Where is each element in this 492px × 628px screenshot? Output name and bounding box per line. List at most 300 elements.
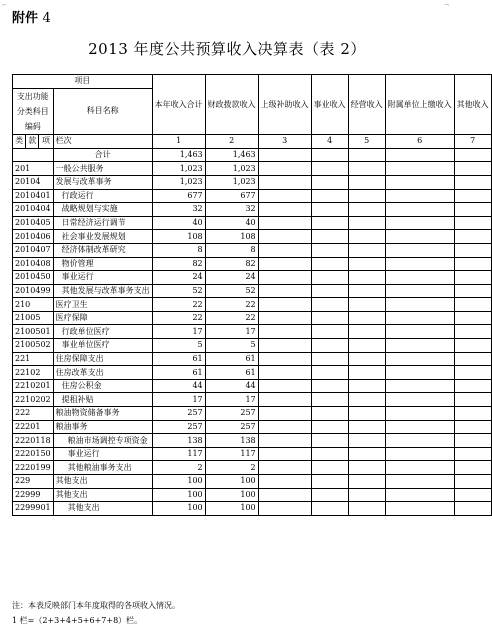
row-value-total: 8 [152, 243, 205, 257]
empty-cell [311, 447, 348, 461]
annex-number: 4 [42, 11, 51, 26]
table-row [13, 271, 492, 285]
total-value-1: 1,463 [152, 148, 205, 162]
row-value-fiscal: 100 [205, 475, 258, 489]
row-subject-name: 事业运行 [53, 447, 152, 461]
empty-cell [348, 461, 385, 475]
empty-cell [311, 366, 348, 380]
col-head-business-income: 事业收入 [311, 75, 348, 135]
empty-cell [258, 379, 311, 393]
empty-cell [348, 162, 385, 176]
row-subject-name: 粮油物资储备事务 [53, 407, 152, 421]
lanci-label: 栏次 [53, 135, 152, 149]
empty-cell [258, 243, 311, 257]
empty-cell [385, 475, 454, 489]
empty-cell [385, 216, 454, 230]
row-value-fiscal: 138 [205, 434, 258, 448]
empty-cell [348, 475, 385, 489]
empty-cell [385, 502, 454, 516]
empty-cell [348, 420, 385, 434]
empty-cell [311, 461, 348, 475]
table-row [13, 325, 492, 339]
row-subject-name: 事业单位医疗 [53, 339, 152, 353]
empty-cell [311, 475, 348, 489]
empty-cell [258, 175, 311, 189]
table-row [13, 475, 492, 489]
empty-cell [258, 488, 311, 502]
empty-cell [454, 352, 491, 366]
row-code: 20104 [13, 175, 54, 189]
empty-cell [454, 447, 491, 461]
row-code: 2010401 [13, 189, 54, 203]
row-value-total: 5 [152, 339, 205, 353]
row-code: 2010499 [13, 284, 54, 298]
row-code: 2010405 [13, 216, 54, 230]
total-code-cell [13, 148, 54, 162]
empty-cell [258, 420, 311, 434]
table-row [13, 447, 492, 461]
row-code: 22999 [13, 488, 54, 502]
empty-cell [258, 203, 311, 217]
empty-cell [454, 366, 491, 380]
row-code: 2210202 [13, 393, 54, 407]
empty-cell [258, 339, 311, 353]
row-value-fiscal: 8 [205, 243, 258, 257]
empty-cell [385, 325, 454, 339]
row-value-total: 100 [152, 488, 205, 502]
empty-cell [385, 257, 454, 271]
row-code: 2299901 [13, 502, 54, 516]
kuan-header: 款 [26, 135, 39, 149]
row-value-fiscal: 257 [205, 407, 258, 421]
empty-cell [311, 420, 348, 434]
row-value-total: 32 [152, 203, 205, 217]
row-value-total: 100 [152, 502, 205, 516]
empty-cell [311, 352, 348, 366]
table-row [13, 488, 492, 502]
empty-cell [454, 325, 491, 339]
row-value-total: 1,023 [152, 162, 205, 176]
empty-cell [454, 162, 491, 176]
empty-cell [311, 203, 348, 217]
row-value-fiscal: 22 [205, 311, 258, 325]
row-subject-name: 发展与改革事务 [53, 175, 152, 189]
column-number-row [13, 135, 492, 149]
row-value-total: 1,023 [152, 175, 205, 189]
row-value-fiscal: 61 [205, 366, 258, 380]
row-value-total: 100 [152, 475, 205, 489]
empty-cell [258, 311, 311, 325]
row-value-total: 24 [152, 271, 205, 285]
empty-cell [385, 271, 454, 285]
row-value-fiscal: 17 [205, 393, 258, 407]
row-code: 2010404 [13, 203, 54, 217]
empty-cell [348, 148, 385, 162]
empty-cell [258, 366, 311, 380]
col-head-affiliated-income: 附属单位上缴收入 [385, 75, 454, 135]
row-subject-name: 行政运行 [53, 189, 152, 203]
row-value-fiscal: 257 [205, 420, 258, 434]
col-head-superior-subsidy: 上级补助收入 [258, 75, 311, 135]
empty-cell [311, 162, 348, 176]
table-row [13, 393, 492, 407]
row-value-fiscal: 44 [205, 379, 258, 393]
empty-cell [454, 175, 491, 189]
row-value-fiscal: 117 [205, 447, 258, 461]
row-value-total: 2 [152, 461, 205, 475]
empty-cell [258, 298, 311, 312]
page-title: 2013 年度公共预算收入决算表（表 2） [88, 40, 366, 58]
table-row [13, 203, 492, 217]
table-row [13, 434, 492, 448]
empty-cell [258, 475, 311, 489]
empty-cell [311, 175, 348, 189]
row-value-total: 22 [152, 311, 205, 325]
row-value-fiscal: 2 [205, 461, 258, 475]
col-head-total-income: 本年收入合计 [152, 75, 205, 135]
col-num: 4 [311, 135, 348, 149]
empty-cell [454, 420, 491, 434]
empty-cell [385, 284, 454, 298]
empty-cell [385, 162, 454, 176]
empty-cell [258, 230, 311, 244]
empty-cell [385, 203, 454, 217]
project-header: 项目 [13, 75, 153, 89]
table-row [13, 352, 492, 366]
empty-cell [348, 502, 385, 516]
table-row [13, 162, 492, 176]
row-subject-name: 其他粮油事务支出 [53, 461, 152, 475]
empty-cell [385, 352, 454, 366]
col-num: 5 [348, 135, 385, 149]
empty-cell [385, 189, 454, 203]
empty-cell [385, 434, 454, 448]
row-value-fiscal: 17 [205, 325, 258, 339]
empty-cell [454, 379, 491, 393]
empty-cell [348, 243, 385, 257]
row-value-total: 22 [152, 298, 205, 312]
empty-cell [454, 284, 491, 298]
empty-cell [258, 148, 311, 162]
row-code: 221 [13, 352, 54, 366]
col-num: 1 [152, 135, 205, 149]
empty-cell [348, 284, 385, 298]
empty-cell [311, 502, 348, 516]
row-subject-name: 住房改革支出 [53, 366, 152, 380]
empty-cell [311, 298, 348, 312]
note-line-2: 1 栏=（2+3+4+5+6+7+8）栏。 [12, 616, 143, 625]
empty-cell [311, 325, 348, 339]
empty-cell [348, 189, 385, 203]
empty-cell [348, 407, 385, 421]
row-value-fiscal: 22 [205, 298, 258, 312]
empty-cell [385, 447, 454, 461]
empty-cell [311, 393, 348, 407]
row-subject-name: 行政单位医疗 [53, 325, 152, 339]
row-code: 22102 [13, 366, 54, 380]
row-value-total: 17 [152, 325, 205, 339]
empty-cell [348, 393, 385, 407]
row-subject-name: 医疗保障 [53, 311, 152, 325]
row-value-fiscal: 82 [205, 257, 258, 271]
empty-cell [385, 175, 454, 189]
total-row [13, 148, 492, 162]
col-head-other-income: 其他收入 [454, 75, 491, 135]
col-num: 6 [385, 135, 454, 149]
func-code-header: 支出功能分类科目编码 [13, 88, 54, 135]
empty-cell [454, 257, 491, 271]
row-subject-name: 粮油事务 [53, 420, 152, 434]
empty-cell [454, 407, 491, 421]
row-value-total: 257 [152, 407, 205, 421]
row-subject-name: 一般公共服务 [53, 162, 152, 176]
empty-cell [311, 434, 348, 448]
empty-cell [348, 325, 385, 339]
empty-cell [348, 230, 385, 244]
empty-cell [454, 393, 491, 407]
row-subject-name: 其他支出 [53, 502, 152, 516]
row-subject-name: 其他支出 [53, 475, 152, 489]
row-value-fiscal: 108 [205, 230, 258, 244]
row-subject-name: 住房保障支出 [53, 352, 152, 366]
empty-cell [454, 434, 491, 448]
table-row [13, 230, 492, 244]
empty-cell [258, 434, 311, 448]
empty-cell [311, 311, 348, 325]
row-code: 21005 [13, 311, 54, 325]
table-row [13, 243, 492, 257]
empty-cell [385, 366, 454, 380]
table-row [13, 216, 492, 230]
row-value-fiscal: 100 [205, 502, 258, 516]
annex-text: 附件 [12, 11, 39, 26]
row-subject-name: 住房公积金 [53, 379, 152, 393]
empty-cell [454, 271, 491, 285]
row-value-fiscal: 61 [205, 352, 258, 366]
table-row [13, 257, 492, 271]
row-subject-name: 其他发展与改革事务支出 [53, 284, 152, 298]
row-value-total: 61 [152, 352, 205, 366]
col-num: 7 [454, 135, 491, 149]
empty-cell [385, 393, 454, 407]
row-value-fiscal: 677 [205, 189, 258, 203]
empty-cell [311, 189, 348, 203]
empty-cell [454, 216, 491, 230]
empty-cell [385, 461, 454, 475]
empty-cell [454, 339, 491, 353]
total-value-2: 1,463 [205, 148, 258, 162]
empty-cell [311, 257, 348, 271]
empty-cell [348, 352, 385, 366]
col-head-fiscal-income: 财政拨款收入 [205, 75, 258, 135]
row-code: 2010407 [13, 243, 54, 257]
empty-cell [348, 298, 385, 312]
empty-cell [258, 216, 311, 230]
row-value-total: 677 [152, 189, 205, 203]
row-subject-name: 日常经济运行调节 [53, 216, 152, 230]
table-row [13, 407, 492, 421]
row-value-total: 44 [152, 379, 205, 393]
empty-cell [348, 175, 385, 189]
row-subject-name: 粮油市场调控专项资金 [53, 434, 152, 448]
col-head-operating-income: 经营收入 [348, 75, 385, 135]
table-row [13, 366, 492, 380]
empty-cell [311, 488, 348, 502]
empty-cell [385, 379, 454, 393]
empty-cell [348, 203, 385, 217]
empty-cell [454, 502, 491, 516]
empty-cell [454, 461, 491, 475]
row-value-fiscal: 24 [205, 271, 258, 285]
empty-cell [348, 339, 385, 353]
empty-cell [385, 488, 454, 502]
empty-cell [454, 203, 491, 217]
table-row [13, 461, 492, 475]
empty-cell [311, 148, 348, 162]
empty-cell [454, 243, 491, 257]
row-value-fiscal: 52 [205, 284, 258, 298]
row-subject-name: 经济体制改革研究 [53, 243, 152, 257]
row-code: 2100501 [13, 325, 54, 339]
row-code: 2220150 [13, 447, 54, 461]
row-code: 2210201 [13, 379, 54, 393]
empty-cell [311, 243, 348, 257]
table-row [13, 311, 492, 325]
empty-cell [258, 352, 311, 366]
empty-cell [348, 434, 385, 448]
row-value-fiscal: 1,023 [205, 175, 258, 189]
empty-cell [258, 189, 311, 203]
row-code: 201 [13, 162, 54, 176]
row-subject-name: 社会事业发展规划 [53, 230, 152, 244]
col-num: 3 [258, 135, 311, 149]
empty-cell [348, 366, 385, 380]
row-value-total: 40 [152, 216, 205, 230]
row-value-total: 82 [152, 257, 205, 271]
table-row [13, 189, 492, 203]
corner-mark: ⌐ [2, 2, 8, 9]
empty-cell [454, 148, 491, 162]
row-subject-name: 提租补贴 [53, 393, 152, 407]
empty-cell [385, 311, 454, 325]
annex-label [12, 7, 51, 26]
empty-cell [454, 230, 491, 244]
row-code: 2010408 [13, 257, 54, 271]
empty-cell [311, 407, 348, 421]
empty-cell [348, 311, 385, 325]
row-subject-name: 物价管理 [53, 257, 152, 271]
empty-cell [348, 447, 385, 461]
row-subject-name: 其他支出 [53, 488, 152, 502]
row-code: 210 [13, 298, 54, 312]
table-notes [12, 598, 180, 628]
empty-cell [454, 189, 491, 203]
empty-cell [258, 271, 311, 285]
empty-cell [385, 148, 454, 162]
row-code: 2010406 [13, 230, 54, 244]
empty-cell [258, 393, 311, 407]
row-value-total: 52 [152, 284, 205, 298]
row-code: 2010450 [13, 271, 54, 285]
row-code: 22201 [13, 420, 54, 434]
empty-cell [454, 488, 491, 502]
row-value-total: 257 [152, 420, 205, 434]
empty-cell [258, 407, 311, 421]
row-value-total: 17 [152, 393, 205, 407]
empty-cell [258, 461, 311, 475]
row-subject-name: 战略规划与实施 [53, 203, 152, 217]
header-row-project [13, 75, 492, 89]
row-value-fiscal: 100 [205, 488, 258, 502]
table-row [13, 502, 492, 516]
row-code: 222 [13, 407, 54, 421]
empty-cell [385, 230, 454, 244]
empty-cell [258, 284, 311, 298]
xiang-header: 项 [39, 135, 53, 149]
table-row [13, 175, 492, 189]
empty-cell [311, 230, 348, 244]
table-row [13, 298, 492, 312]
empty-cell [348, 488, 385, 502]
total-label: 合计 [53, 148, 152, 162]
row-value-fiscal: 32 [205, 203, 258, 217]
row-value-total: 61 [152, 366, 205, 380]
empty-cell [311, 379, 348, 393]
empty-cell [454, 475, 491, 489]
empty-cell [258, 502, 311, 516]
note-line-1: 注：本表反映部门本年度取得的各项收入情况。 [12, 601, 180, 610]
empty-cell [385, 420, 454, 434]
row-value-fiscal: 40 [205, 216, 258, 230]
empty-cell [385, 298, 454, 312]
row-subject-name: 医疗卫生 [53, 298, 152, 312]
row-code: 2220118 [13, 434, 54, 448]
row-value-fiscal: 5 [205, 339, 258, 353]
row-code: 2100502 [13, 339, 54, 353]
empty-cell [454, 298, 491, 312]
empty-cell [348, 271, 385, 285]
row-subject-name: 事业运行 [53, 271, 152, 285]
table-row [13, 339, 492, 353]
row-value-fiscal: 1,023 [205, 162, 258, 176]
empty-cell [258, 162, 311, 176]
empty-cell [454, 311, 491, 325]
row-value-total: 117 [152, 447, 205, 461]
lei-header: 类 [13, 135, 26, 149]
row-value-total: 138 [152, 434, 205, 448]
budget-table [12, 74, 492, 516]
corner-mark: ¬ [444, 2, 450, 9]
empty-cell [311, 339, 348, 353]
row-code: 229 [13, 475, 54, 489]
empty-cell [311, 284, 348, 298]
empty-cell [258, 447, 311, 461]
subject-name-header: 科目名称 [53, 88, 152, 135]
table-row [13, 379, 492, 393]
table-row [13, 284, 492, 298]
empty-cell [348, 216, 385, 230]
empty-cell [348, 379, 385, 393]
empty-cell [385, 243, 454, 257]
empty-cell [258, 257, 311, 271]
row-value-total: 108 [152, 230, 205, 244]
empty-cell [385, 407, 454, 421]
empty-cell [348, 257, 385, 271]
row-code: 2220199 [13, 461, 54, 475]
empty-cell [258, 325, 311, 339]
table-row [13, 420, 492, 434]
empty-cell [311, 271, 348, 285]
